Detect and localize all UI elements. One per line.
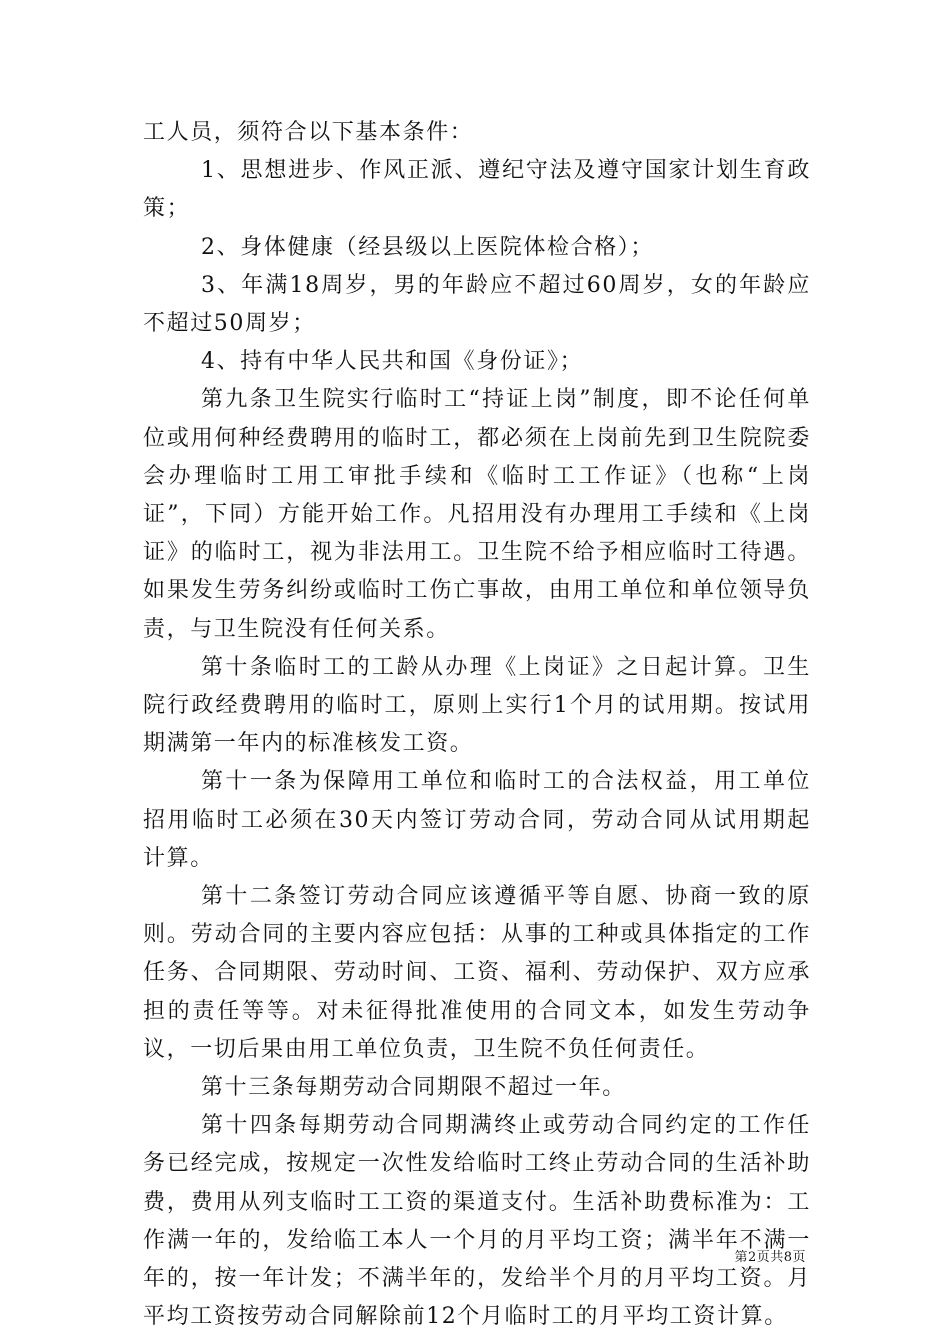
- paragraph-article-10: 第十条临时工的工龄从办理《上岗证》之日起计算。卫生院行政经费聘用的临时工，原则上实行1个月的试用期。按试用期满第一年内的标准核发工资。: [143, 654, 811, 757]
- paragraph-article-13: 第十三条每期劳动合同期限不超过一年。: [201, 1075, 626, 1101]
- page-number-footer: 第2页共8页: [734, 1250, 806, 1265]
- paragraph-article-14: 第十四条每期劳动合同期满终止或劳动合同约定的工作任务已经完成，按规定一次性发给临时工终止劳动合同的生活补助费，费用从列支临时工工资的渠道支付。生活补助费标准为：工作满一年的，发给临工本人一个月的月平均工资；满半年不满一年的，按一年计发；不满半年的，发给半个月的月平均工资。月平均工资按劳动合同解除前12个月临时工的月平均工资计算。: [143, 1113, 811, 1330]
- paragraph-article-9: 第九条卫生院实行临时工“持证上岗”制度，即不论任何单位或用何种经费聘用的临时工，都必须在上岗前先到卫生院院委会办理临时工用工审批手续和《临时工工作证》（也称“上岗证”，下同）方能开始工作。凡招用没有办理用工手续和《上岗证》的临时工，视为非法用工。卫生院不给予相应临时工待遇。如果发生劳务纠纷或临时工伤亡事故，由用工单位和单位领导负责，与卫生院没有任何关系。: [143, 387, 811, 642]
- paragraph-condition-4: 4、持有中华人民共和国《身份证》；: [201, 349, 584, 375]
- paragraph-article-11: 第十一条为保障用工单位和临时工的合法权益，用工单位招用临时工必须在30天内签订劳动合同，劳动合同从试用期起计算。: [143, 769, 811, 871]
- paragraph-article-12: 第十二条签订劳动合同应该遵循平等自愿、协商一致的原则。劳动合同的主要内容应包括：从事的工种或具体指定的工作任务、合同期限、劳动时间、工资、福利、劳动保护、双方应承担的责任等等。对未征得批准使用的合同文本，如发生劳动争议，一切后果由用工单位负责，卫生院不负任何责任。: [143, 884, 811, 1062]
- paragraph-condition-3: 3、年满18周岁，男的年龄应不超过60周岁，女的年龄应不超过50周岁；: [143, 272, 811, 337]
- paragraph-condition-1: 1、思想进步、作风正派、遵纪守法及遵守国家计划生育政策；: [143, 158, 811, 222]
- paragraph-condition-2: 2、身体健康（经县级以上医院体检合格）；: [201, 234, 654, 260]
- paragraph-intro: 工人员，须符合以下基本条件：: [143, 120, 474, 145]
- document-body: [143, 114, 811, 1337]
